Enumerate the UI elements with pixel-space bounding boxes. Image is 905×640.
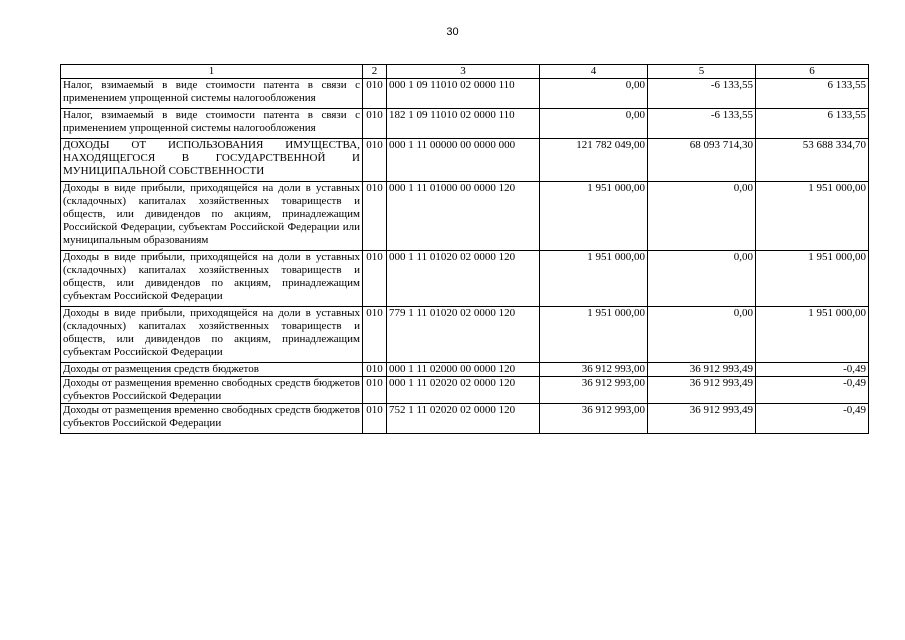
column-header: 2 <box>363 65 387 79</box>
unexecuted-amount: 1 951 000,00 <box>756 251 869 307</box>
income-table <box>60 64 869 434</box>
table-row <box>61 139 869 182</box>
unexecuted-amount: -0,49 <box>756 404 869 434</box>
unexecuted-amount: 1 951 000,00 <box>756 182 869 251</box>
table-row <box>61 251 869 307</box>
column-header: 1 <box>61 65 363 79</box>
approved-amount: 36 912 993,00 <box>540 363 648 377</box>
table-row <box>61 363 869 377</box>
budget-classification-code: 000 1 09 11010 02 0000 110 <box>387 79 540 109</box>
budget-classification-code: 000 1 11 01020 02 0000 120 <box>387 251 540 307</box>
executed-amount: 0,00 <box>648 251 756 307</box>
income-name: Доходы от размещения временно свободных средств бюджетов субъектов Российской Федерации <box>61 404 363 434</box>
executed-amount: 36 912 993,49 <box>648 404 756 434</box>
page-number: 30 <box>446 26 459 38</box>
unexecuted-amount: -0,49 <box>756 377 869 404</box>
income-name: Налог, взимаемый в виде стоимости патента в связи с применением упрощенной системы налогообложения <box>61 79 363 109</box>
header-row <box>61 65 869 79</box>
table-row <box>61 404 869 434</box>
column-header: 6 <box>756 65 869 79</box>
approved-amount: 0,00 <box>540 109 648 139</box>
table-row <box>61 182 869 251</box>
approved-amount: 1 951 000,00 <box>540 307 648 363</box>
income-name: ДОХОДЫ ОТ ИСПОЛЬЗОВАНИЯ ИМУЩЕСТВА, НАХОДЯЩЕГОСЯ В ГОСУДАРСТВЕННОЙ И МУНИЦИПАЛЬНОЙ СОБСТВЕННОСТИ <box>61 139 363 182</box>
unexecuted-amount: 6 133,55 <box>756 79 869 109</box>
executed-amount: 68 093 714,30 <box>648 139 756 182</box>
table-row <box>61 109 869 139</box>
approved-amount: 1 951 000,00 <box>540 182 648 251</box>
unexecuted-amount: 6 133,55 <box>756 109 869 139</box>
line-code: 010 <box>363 109 387 139</box>
budget-classification-code: 000 1 11 02000 00 0000 120 <box>387 363 540 377</box>
table-row <box>61 307 869 363</box>
executed-amount: 36 912 993,49 <box>648 377 756 404</box>
unexecuted-amount: 1 951 000,00 <box>756 307 869 363</box>
table-row <box>61 377 869 404</box>
approved-amount: 0,00 <box>540 79 648 109</box>
income-name: Налог, взимаемый в виде стоимости патента в связи с применением упрощенной системы налогообложения <box>61 109 363 139</box>
executed-amount: 36 912 993,49 <box>648 363 756 377</box>
approved-amount: 36 912 993,00 <box>540 377 648 404</box>
approved-amount: 1 951 000,00 <box>540 251 648 307</box>
line-code: 010 <box>363 251 387 307</box>
line-code: 010 <box>363 307 387 363</box>
income-name: Доходы в виде прибыли, приходящейся на доли в уставных (складочных) капиталах хозяйственных товариществ и обществ, или дивидендов по акциям, принадлежащим субъектам Российской Федерации <box>61 307 363 363</box>
line-code: 010 <box>363 404 387 434</box>
executed-amount: 0,00 <box>648 182 756 251</box>
column-header: 4 <box>540 65 648 79</box>
approved-amount: 36 912 993,00 <box>540 404 648 434</box>
line-code: 010 <box>363 377 387 404</box>
column-header: 3 <box>387 65 540 79</box>
line-code: 010 <box>363 79 387 109</box>
budget-classification-code: 000 1 11 02020 02 0000 120 <box>387 377 540 404</box>
line-code: 010 <box>363 139 387 182</box>
table-row <box>61 79 869 109</box>
budget-classification-code: 000 1 11 00000 00 0000 000 <box>387 139 540 182</box>
budget-classification-code: 779 1 11 01020 02 0000 120 <box>387 307 540 363</box>
income-name: Доходы от размещения временно свободных средств бюджетов субъектов Российской Федерации <box>61 377 363 404</box>
unexecuted-amount: -0,49 <box>756 363 869 377</box>
income-name: Доходы в виде прибыли, приходящейся на доли в уставных (складочных) капиталах хозяйственных товариществ и обществ, или дивидендов по акциям, принадлежащим Российской Федерации, субъектам Российской Федерации или муниципальным образованиям <box>61 182 363 251</box>
executed-amount: -6 133,55 <box>648 109 756 139</box>
column-header: 5 <box>648 65 756 79</box>
income-name: Доходы от размещения средств бюджетов <box>61 363 363 377</box>
income-name: Доходы в виде прибыли, приходящейся на доли в уставных (складочных) капиталах хозяйственных товариществ и обществ, или дивидендов по акциям, принадлежащим субъектам Российской Федерации <box>61 251 363 307</box>
budget-classification-code: 000 1 11 01000 00 0000 120 <box>387 182 540 251</box>
unexecuted-amount: 53 688 334,70 <box>756 139 869 182</box>
approved-amount: 121 782 049,00 <box>540 139 648 182</box>
line-code: 010 <box>363 363 387 377</box>
budget-classification-code: 752 1 11 02020 02 0000 120 <box>387 404 540 434</box>
executed-amount: 0,00 <box>648 307 756 363</box>
executed-amount: -6 133,55 <box>648 79 756 109</box>
line-code: 010 <box>363 182 387 251</box>
budget-classification-code: 182 1 09 11010 02 0000 110 <box>387 109 540 139</box>
